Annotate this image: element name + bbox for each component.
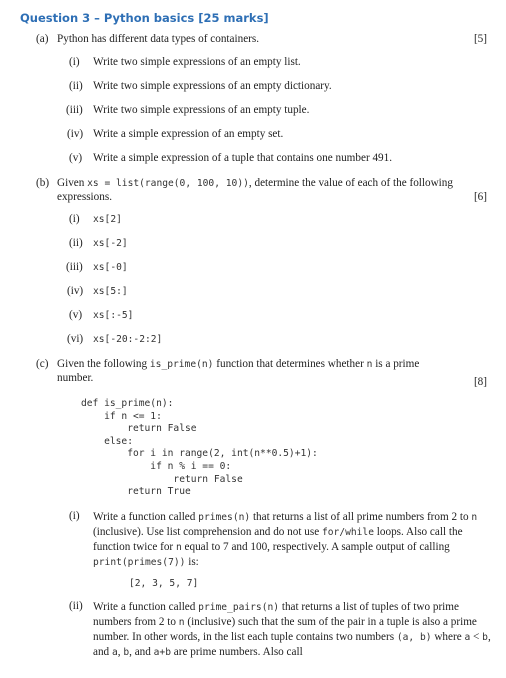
part-b-item-num: (iv) xyxy=(67,285,84,297)
part-a-item-num: (v) xyxy=(69,152,83,164)
part-a-text: Python has different data types of containers. xyxy=(57,33,260,45)
part-a-item-num: (i) xyxy=(69,56,80,68)
part-b-line2: expressions. xyxy=(57,191,112,203)
part-c-sub-i-num: (i) xyxy=(69,510,80,522)
part-c-sub-ii-text: Write a function called prime_pairs(n) that returns a list of tuples of two prime numbers from 2 to n (inclusive) such that the sum of the pair in a tuple is also a prime number. In other words, in the list each tuple contains two numbers (a, b) where a < b, and a, b, and a+b are prime numbers. Also call xyxy=(93,601,491,658)
part-c-label: (c) xyxy=(36,358,49,370)
primes-sample-output: [2, 3, 5, 7] xyxy=(129,578,199,589)
part-a-label: (a) xyxy=(36,33,49,45)
part-b-item-code: xs[-0] xyxy=(93,262,128,273)
part-b-marks: [6] xyxy=(473,191,487,203)
part-a-item-text: Write two simple expressions of an empty dictionary. xyxy=(93,80,332,92)
part-a-item-num: (ii) xyxy=(69,80,83,92)
part-b-label: (b) xyxy=(36,177,50,189)
part-a-item-text: Write two simple expressions of an empty tuple. xyxy=(93,104,310,116)
question-title: Question 3 – Python basics [25 marks] xyxy=(20,11,269,25)
part-c-marks: [8] xyxy=(473,376,487,388)
part-c-sub-i-text: Write a function called primes(n) that returns a list of all prime numbers from 2 to n (inclusive). Use list comprehension and do not use for/while loops. Also call the function twice for n equal to 7 and 100, respectively. A sample output of calling print(primes(7)) is: xyxy=(93,511,478,568)
part-b-item-code: xs[-2] xyxy=(93,238,128,249)
part-b-item-code: xs[:-5] xyxy=(93,310,134,321)
part-b-item-code: xs[2] xyxy=(93,214,122,225)
part-b-item-code: xs[-20:-2:2] xyxy=(93,334,163,345)
part-a-item-num: (iii) xyxy=(66,104,83,116)
part-b-item-num: (ii) xyxy=(69,237,83,249)
part-a-item-text: Write a simple expression of a tuple that contains one number 491. xyxy=(93,152,393,164)
part-b-item-num: (i) xyxy=(69,213,80,225)
part-a-item-num: (iv) xyxy=(67,128,84,140)
part-a-item-text: Write two simple expressions of an empty list. xyxy=(93,56,301,68)
part-c-sub-ii-num: (ii) xyxy=(69,600,83,612)
part-b-item-code: xs[5:] xyxy=(93,286,128,297)
part-b-item-num: (vi) xyxy=(67,333,84,345)
part-b-item-num: (v) xyxy=(69,309,83,321)
part-a-marks: [5] xyxy=(473,33,487,45)
is-prime-code-block: def is_prime(n): if n <= 1: return False else: for i in range(2, int(n**0.5)+1): if n % i == 0: return False return True xyxy=(81,398,318,498)
part-c-line1: Given the following is_prime(n) function that determines whether n is a prime xyxy=(57,358,420,370)
part-b-line1: Given xs = list(range(0, 100, 10)), determine the value of each of the following xyxy=(57,177,453,189)
part-a-item-text: Write a simple expression of an empty set. xyxy=(93,128,284,140)
part-b-item-num: (iii) xyxy=(66,261,83,273)
part-c-line2: number. xyxy=(57,372,94,384)
